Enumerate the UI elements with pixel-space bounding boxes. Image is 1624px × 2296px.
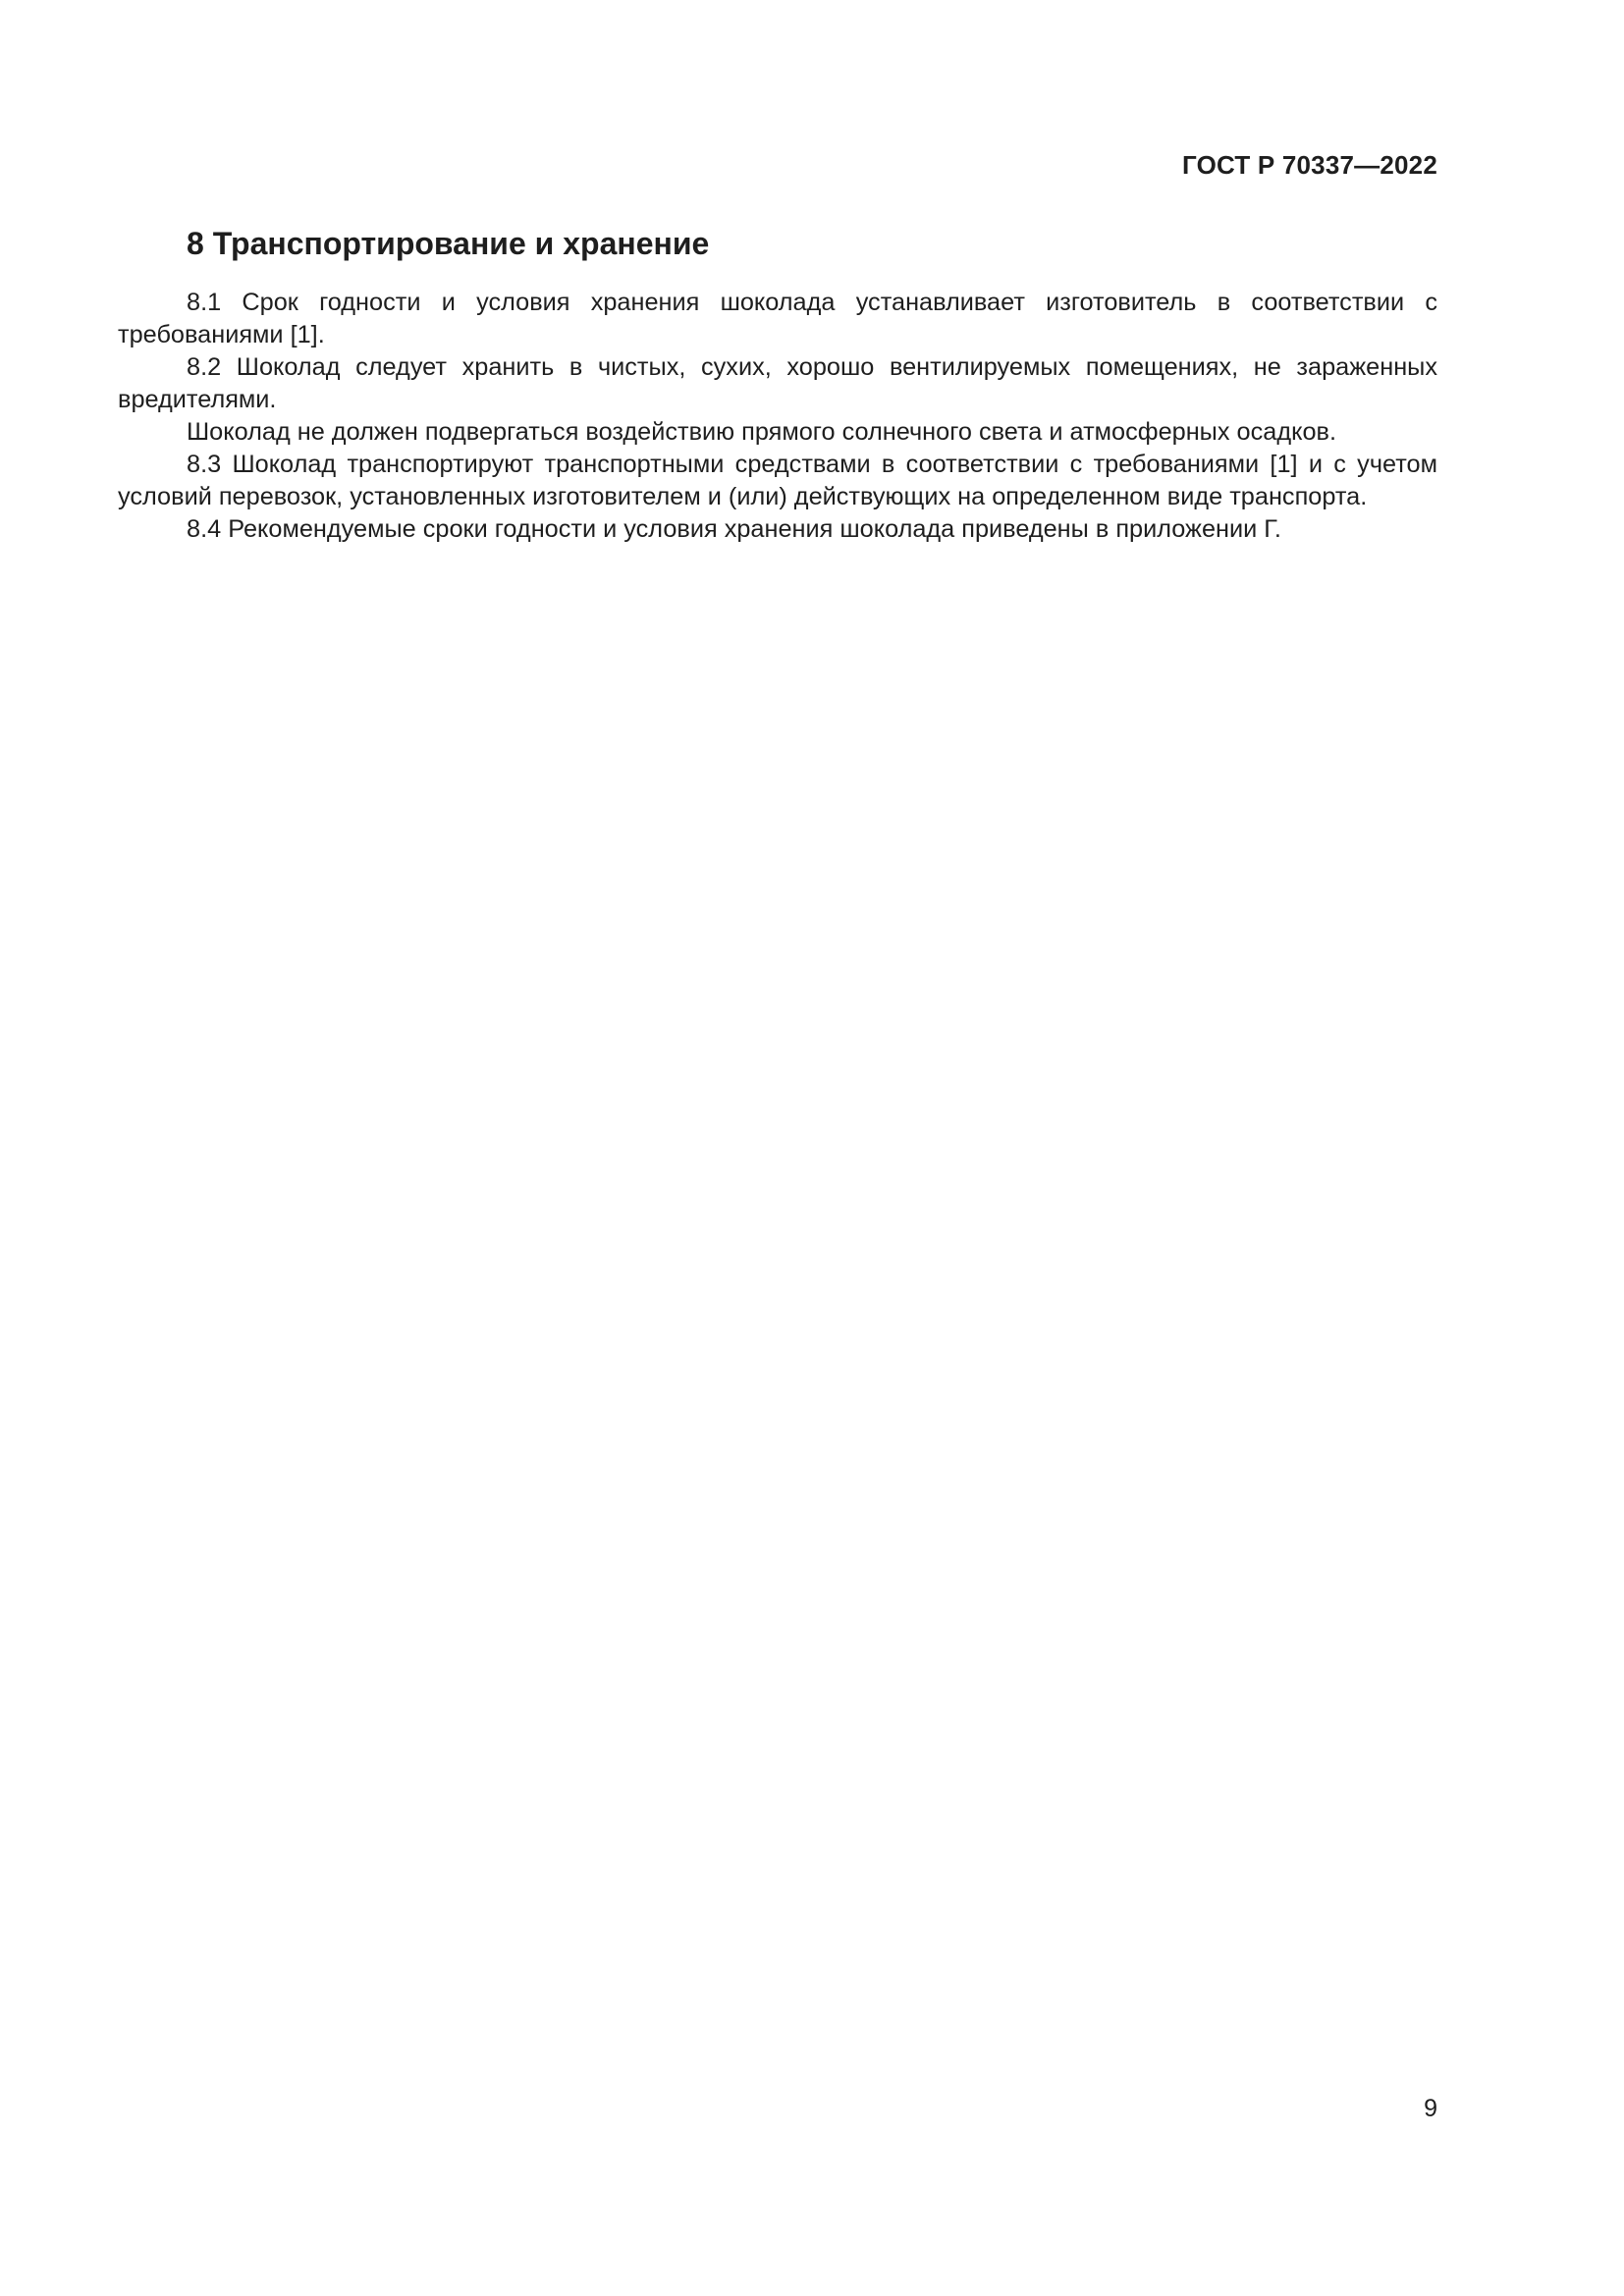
page-number: 9: [1424, 2095, 1437, 2122]
paragraph-8-2-note: Шоколад не должен подвергаться воздействию прямого солнечного света и атмосферных осадков.: [187, 418, 1336, 446]
paragraph-8-4: 8.4 Рекомендуемые сроки годности и условия хранения шоколада приведены в приложении Г.: [187, 515, 1281, 543]
document-code: ГОСТ Р 70337—2022: [1182, 150, 1437, 180]
paragraph-8-1: 8.1 Срок годности и условия хранения шоколада устанавливает изготовитель в соответствии с требованиями [1].: [118, 289, 1437, 348]
section-body: [118, 287, 1437, 546]
paragraph-8-3: 8.3 Шоколад транспортируют транспортными средствами в соответствии с требованиями [1] и с учетом условий перевозок, установленных изготовителем и (или) действующих на определенном виде транспорта.: [118, 451, 1437, 510]
paragraph-8-2: 8.2 Шоколад следует хранить в чистых, сухих, хорошо вентилируемых помещениях, не зараженных вредителями.: [118, 353, 1437, 413]
section-title: 8 Транспортирование и хранение: [187, 226, 710, 261]
